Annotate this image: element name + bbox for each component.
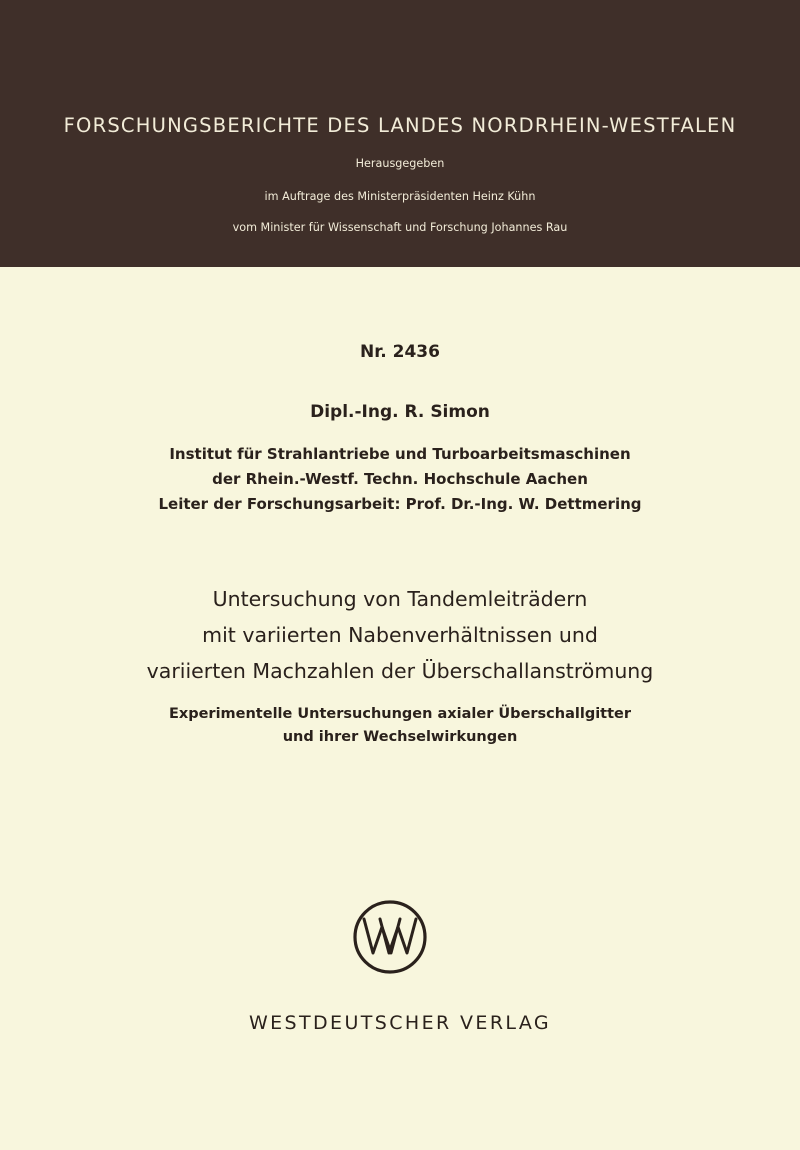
institute-line-1: Institut für Strahlantriebe und Turboarbeitsmaschinen [169, 445, 631, 463]
editor-line-2: im Auftrage des Ministerpräsidenten Heinz Kühn [264, 190, 536, 203]
publisher-logo-icon [350, 897, 430, 977]
report-number: Nr. 2436 [360, 342, 440, 362]
series-header [0, 0, 800, 267]
title-line-1: Untersuchung von Tandemleiträdern [212, 587, 588, 611]
author-name: Dipl.-Ing. R. Simon [310, 402, 490, 422]
title-line-2: mit variierten Nabenverhältnissen und [202, 623, 598, 647]
subtitle-line-2: und ihrer Wechselwirkungen [282, 729, 518, 745]
title-line-3: variierten Machzahlen der Überschallanströmung [146, 659, 654, 683]
publisher-name: WESTDEUTSCHER VERLAG [248, 1012, 552, 1034]
editor-line-1: Herausgegeben [355, 157, 445, 170]
series-title: FORSCHUNGSBERICHTE DES LANDES NORDRHEIN-WESTFALEN [63, 114, 737, 137]
subtitle-line-1: Experimentelle Untersuchungen axialer Überschallgitter [168, 706, 632, 722]
editor-line-3: vom Minister für Wissenschaft und Forschung Johannes Rau [232, 221, 568, 234]
cover-body [0, 267, 800, 1150]
research-leader-line: Leiter der Forschungsarbeit: Prof. Dr.-Ing. W. Dettmering [158, 495, 642, 513]
institute-line-2: der Rhein.-Westf. Techn. Hochschule Aachen [212, 470, 588, 488]
